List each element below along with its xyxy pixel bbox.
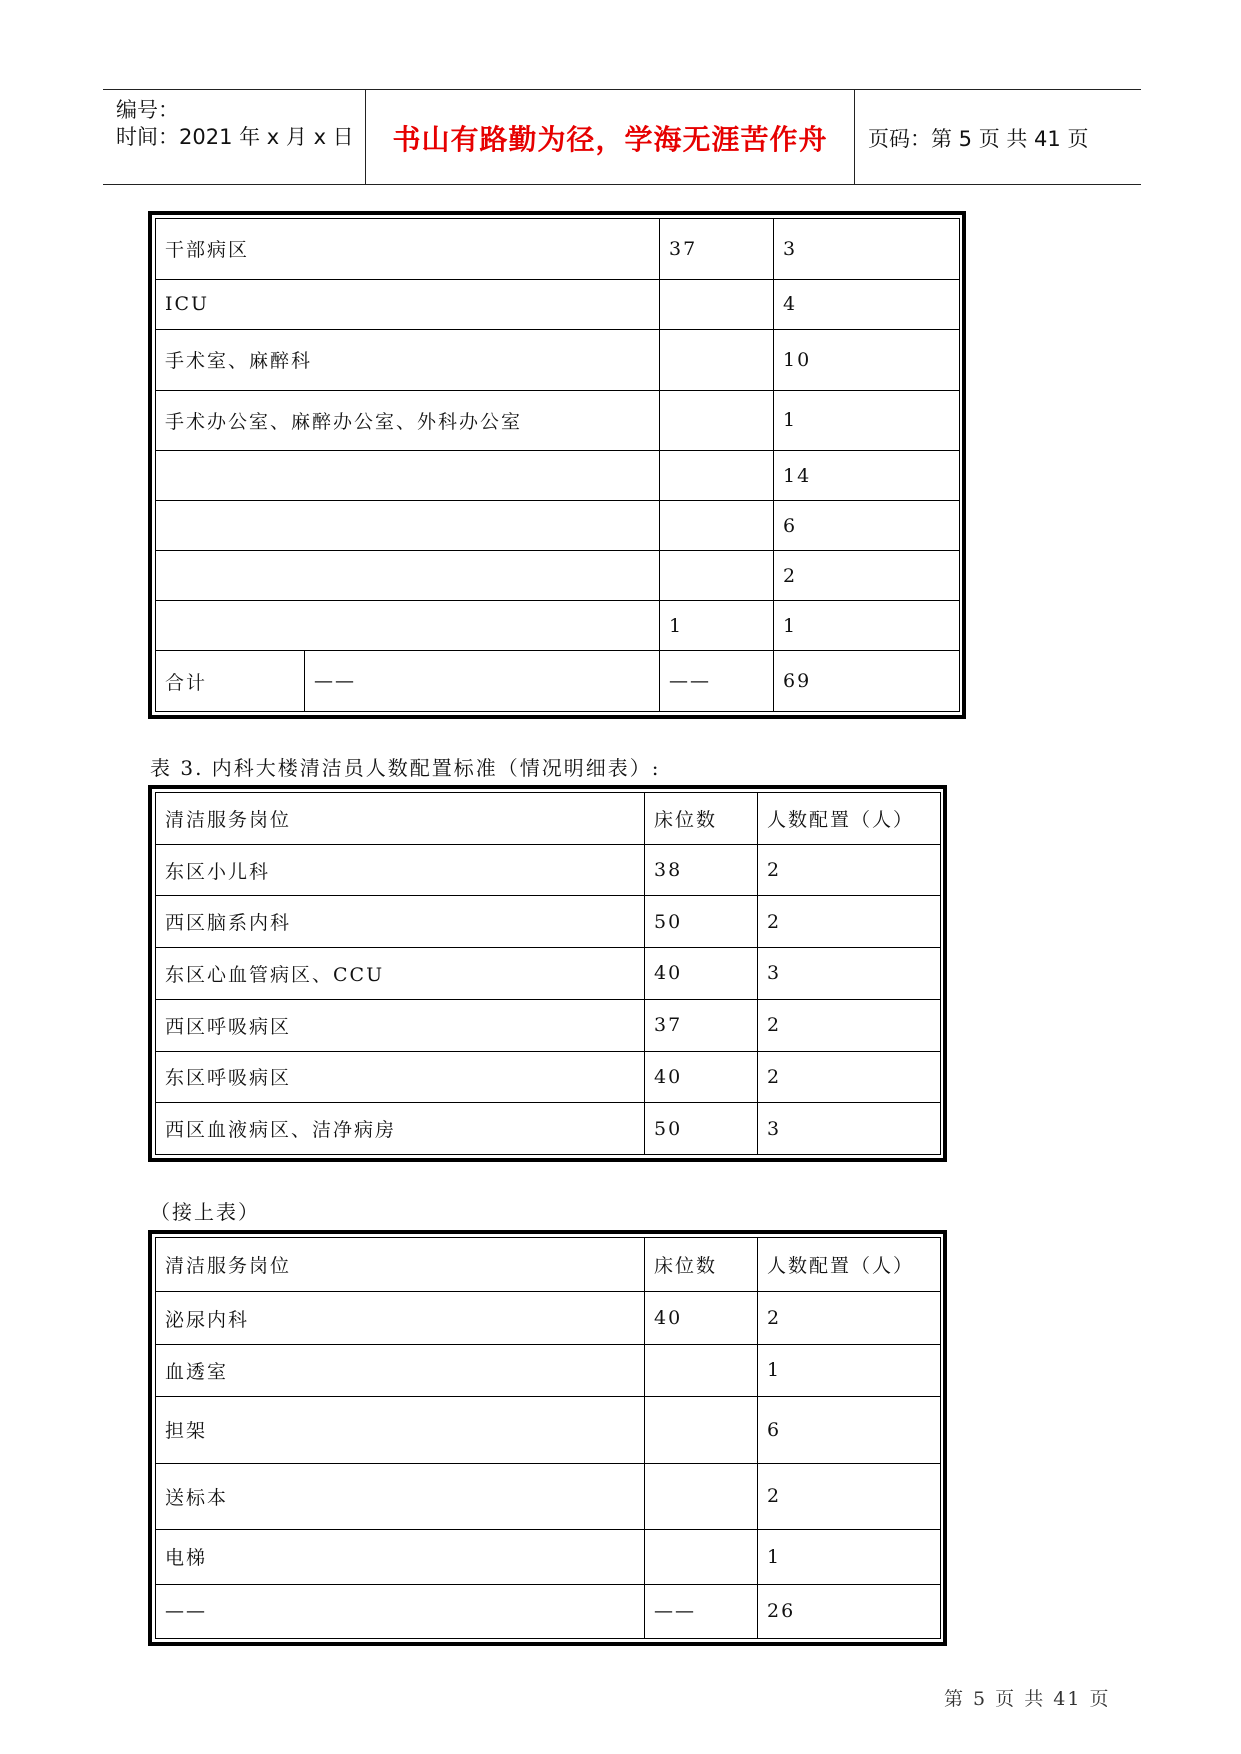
total-sub: —— (305, 651, 660, 712)
table-row (156, 390, 960, 451)
table-total-row (156, 1584, 941, 1638)
table-cell-staff: 14 (774, 451, 960, 501)
table-cell-staff: 2 (758, 844, 941, 896)
table-cell-beds (660, 390, 774, 451)
staffing-table-1 (155, 218, 960, 712)
table-cell-beds (645, 1530, 758, 1584)
table-cell-staff: 4 (774, 279, 960, 329)
table-cell-post: 西区呼吸病区 (156, 999, 645, 1051)
header-motto: 书山有路勤为径，学海无涯苦作舟 (392, 123, 828, 156)
table-cell-staff: 1 (758, 1530, 941, 1584)
table-row (156, 1530, 941, 1584)
table-cell-staff: 2 (758, 1463, 941, 1529)
table-cell-beds: 38 (645, 844, 758, 896)
internal-medicine-table-continued (148, 1230, 947, 1646)
table-cell-beds: 37 (645, 999, 758, 1051)
table-row (156, 1463, 941, 1529)
table-cell-staff: 10 (774, 329, 960, 390)
table-cell-staff: 3 (758, 1103, 941, 1155)
table-cell-beds (660, 451, 774, 501)
table-row (156, 844, 941, 896)
total-label: 合计 (156, 651, 305, 712)
table-cell-staff: 6 (758, 1397, 941, 1463)
table-cell-staff: 2 (758, 1292, 941, 1344)
table-row (156, 999, 941, 1051)
total-beds: —— (660, 651, 774, 712)
table-cell-post: 担架 (156, 1397, 645, 1463)
staffing-table-continued (148, 211, 966, 719)
table-row (156, 279, 960, 329)
table-cell-post: 西区脑系内科 (156, 896, 645, 948)
continued-caption: （接上表） (150, 1200, 260, 1224)
table-row (156, 501, 960, 551)
table-cell-post: 东区呼吸病区 (156, 1051, 645, 1103)
doc-number-label: 编号： (116, 98, 179, 122)
table-cell-staff: 2 (758, 1051, 941, 1103)
header-post: 清洁服务岗位 (156, 1238, 645, 1292)
table-row (156, 896, 941, 948)
table-cell-staff: 1 (774, 390, 960, 451)
table-cell-staff: 6 (774, 501, 960, 551)
table-cell-beds (645, 1397, 758, 1463)
table-row (156, 551, 960, 601)
table-header-row (156, 1238, 941, 1292)
internal-medicine-table (148, 785, 947, 1162)
table-row (156, 329, 960, 390)
page-header (103, 89, 1141, 185)
table-cell-staff: 2 (758, 999, 941, 1051)
doc-time-label: 时间：2021 年 x 月 x 日 (116, 125, 354, 149)
table-cell-beds (660, 279, 774, 329)
table-cell-beds: 50 (645, 1103, 758, 1155)
table-row (156, 948, 941, 1000)
table-cell-staff: 2 (774, 551, 960, 601)
staffing-table-3 (155, 1237, 941, 1639)
table-row (156, 1292, 941, 1344)
table-cell-beds: 50 (645, 896, 758, 948)
table-cell-beds (660, 551, 774, 601)
table-row (156, 1397, 941, 1463)
table-cell-name (156, 601, 660, 651)
table-cell-staff: 1 (774, 601, 960, 651)
table-cell-post: 东区心血管病区、CCU (156, 948, 645, 1000)
table-row (156, 601, 960, 651)
table-cell-post: 电梯 (156, 1530, 645, 1584)
header-beds: 床位数 (645, 1238, 758, 1292)
table-header-row (156, 793, 941, 845)
table-cell-post: 血透室 (156, 1344, 645, 1396)
staffing-table-2 (155, 792, 941, 1155)
table-cell-name: 干部病区 (156, 219, 660, 280)
header-meta (103, 90, 365, 184)
table-cell-post: 东区小儿科 (156, 844, 645, 896)
table-cell-name: 手术办公室、麻醉办公室、外科办公室 (156, 390, 660, 451)
header-page-label: 页码：第 5 页 共 41 页 (868, 127, 1089, 151)
table-cell-beds: 1 (660, 601, 774, 651)
header-pager-cell (855, 90, 1141, 184)
table-cell-name (156, 551, 660, 601)
table-cell-staff: 3 (758, 948, 941, 1000)
table-cell-beds: 40 (645, 948, 758, 1000)
table-row (156, 219, 960, 280)
table-cell-beds (645, 1463, 758, 1529)
table-cell-name (156, 501, 660, 551)
table-cell-staff: 2 (758, 896, 941, 948)
table-cell-beds: 40 (645, 1051, 758, 1103)
table-cell-beds (645, 1344, 758, 1396)
table-row (156, 1051, 941, 1103)
total-staff: 69 (774, 651, 960, 712)
table-cell-name: ICU (156, 279, 660, 329)
header-post: 清洁服务岗位 (156, 793, 645, 845)
table-cell-staff: 1 (758, 1344, 941, 1396)
header-beds: 床位数 (645, 793, 758, 845)
table-cell-beds: 37 (660, 219, 774, 280)
table-cell-beds: 40 (645, 1292, 758, 1344)
table-cell-post: —— (156, 1584, 645, 1638)
table-cell-staff: 3 (774, 219, 960, 280)
table-caption: 表 3. 内科大楼清洁员人数配置标准（情况明细表）: (150, 756, 661, 780)
header-staff: 人数配置（人） (758, 793, 941, 845)
page-footer: 第 5 页 共 41 页 (944, 1688, 1111, 1710)
header-staff: 人数配置（人） (758, 1238, 941, 1292)
table-cell-name: 手术室、麻醉科 (156, 329, 660, 390)
table-total-row (156, 651, 960, 712)
table-cell-post: 送标本 (156, 1463, 645, 1529)
table-cell-beds (660, 501, 774, 551)
table-cell-staff: 26 (758, 1584, 941, 1638)
table-row (156, 451, 960, 501)
table-row (156, 1103, 941, 1155)
table-cell-beds (660, 329, 774, 390)
table-row (156, 1344, 941, 1396)
table-cell-post: 西区血液病区、洁净病房 (156, 1103, 645, 1155)
table-cell-post: 泌尿内科 (156, 1292, 645, 1344)
table-cell-name (156, 451, 660, 501)
table-cell-beds: —— (645, 1584, 758, 1638)
header-motto-cell (365, 90, 855, 184)
